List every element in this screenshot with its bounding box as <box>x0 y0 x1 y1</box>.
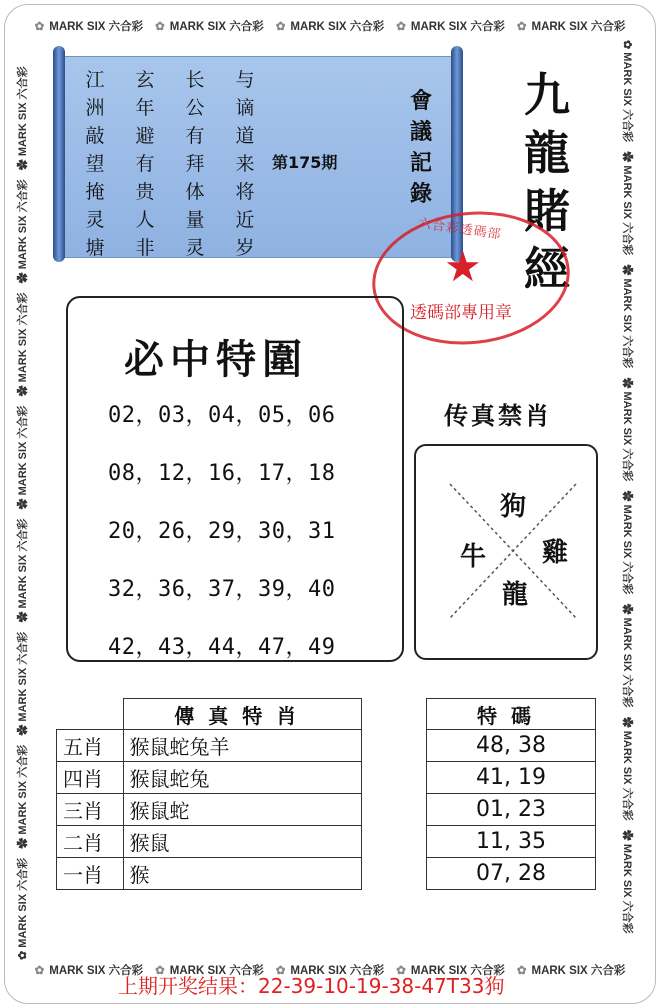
poem-column-3: 玄年避有贵人非 <box>135 69 155 259</box>
table-row <box>57 826 362 858</box>
table-row <box>427 858 596 890</box>
fax-forbidden-title: 传真禁肖 <box>444 401 552 430</box>
code-value: 41, 19 <box>427 762 596 794</box>
star-icon: ★ <box>444 242 482 291</box>
row-label: 三肖 <box>57 794 124 826</box>
row-zodiacs: 猴鼠蛇 <box>123 794 362 826</box>
table-header <box>57 699 362 730</box>
table-row <box>427 762 596 794</box>
table-row <box>57 858 362 890</box>
stamp-bottom-text: 透碼部專用章 <box>410 303 512 323</box>
poem-column-2: 长公有拜体量灵 <box>185 69 205 259</box>
poem-column-1: 与谪道来将近岁 <box>235 69 255 259</box>
issue-number: 第175期 <box>272 153 338 172</box>
forbidden-right: 雞 <box>542 538 569 568</box>
watermark-top: ✿ MARK SIX 六合彩 ✿ MARK SIX 六合彩 ✿ MARK SIX 六合彩 ✿ MARK SIX 六合彩 ✿ MARK SIX 六合彩 <box>34 21 626 33</box>
code-value: 01, 23 <box>427 794 596 826</box>
number-row-1: 02，03，04，05，06 <box>108 403 336 428</box>
scroll-rod-left <box>53 46 65 262</box>
number-row-4: 32，36，37，39，40 <box>108 577 336 602</box>
row-zodiacs: 猴 <box>123 858 362 890</box>
watermark-left: ✿ MARK SIX 六合彩 ✿ MARK SIX 六合彩 ✿ MARK SIX 六合彩 ✿ MARK SIX 六合彩 ✿ MARK SIX 六合彩 ✿ MARK SIX 六合彩 ✿ MARK SIX 六合彩 ✿ MARK SIX 六合彩 <box>17 66 29 960</box>
table-row <box>427 730 596 762</box>
cross-lines <box>416 446 596 658</box>
row-zodiacs: 猴鼠 <box>123 826 362 858</box>
stamp-top-text: 六合彩透碼部 <box>417 216 503 243</box>
special-code-header: 特碼 <box>427 699 596 730</box>
special-numbers-title: 必中特圍 <box>124 336 308 383</box>
table-row <box>57 762 362 794</box>
watermark-bottom: ✿ MARK SIX 六合彩 ✿ MARK SIX 六合彩 ✿ MARK SIX 六合彩 ✿ MARK SIX 六合彩 ✿ MARK SIX 六合彩 <box>34 965 626 977</box>
row-label: 二肖 <box>57 826 124 858</box>
code-value: 48, 38 <box>427 730 596 762</box>
number-row-2: 08，12，16，17，18 <box>108 461 336 486</box>
forbidden-bottom: 龍 <box>502 580 529 610</box>
number-row-3: 20，26，29，30，31 <box>108 519 336 544</box>
fax-zodiac-table <box>56 698 362 890</box>
row-label: 五肖 <box>57 730 124 762</box>
forbidden-top: 狗 <box>500 492 527 522</box>
table-row <box>57 794 362 826</box>
table-row <box>427 794 596 826</box>
table-row <box>57 730 362 762</box>
table-header <box>427 699 596 730</box>
row-zodiacs: 猴鼠蛇兔 <box>123 762 362 794</box>
special-code-table <box>426 698 596 890</box>
row-zodiacs: 猴鼠蛇兔羊 <box>123 730 362 762</box>
meeting-record-label: 會議記錄 <box>409 88 432 207</box>
scroll-panel <box>62 56 460 258</box>
row-label: 一肖 <box>57 858 124 890</box>
poem-column-4: 江洲敲望掩灵塘 <box>85 69 105 259</box>
forbidden-zodiac-box <box>414 444 598 660</box>
last-draw-result: 上期开奖结果：22-39-10-19-38-47T33狗 <box>118 974 505 998</box>
row-label: 四肖 <box>57 762 124 794</box>
fax-zodiac-header: 傳真特肖 <box>123 699 362 730</box>
code-value: 11, 35 <box>427 826 596 858</box>
forbidden-left: 牛 <box>460 542 487 572</box>
table-row <box>427 826 596 858</box>
watermark-right: ✿ MARK SIX 六合彩 ✿ MARK SIX 六合彩 ✿ MARK SIX 六合彩 ✿ MARK SIX 六合彩 ✿ MARK SIX 六合彩 ✿ MARK SIX 六合彩 ✿ MARK SIX 六合彩 ✿ MARK SIX 六合彩 <box>621 40 633 934</box>
page-title: 九龍賭經 <box>524 68 570 296</box>
number-row-5: 42，43，44，47，49 <box>108 635 336 660</box>
code-value: 07, 28 <box>427 858 596 890</box>
